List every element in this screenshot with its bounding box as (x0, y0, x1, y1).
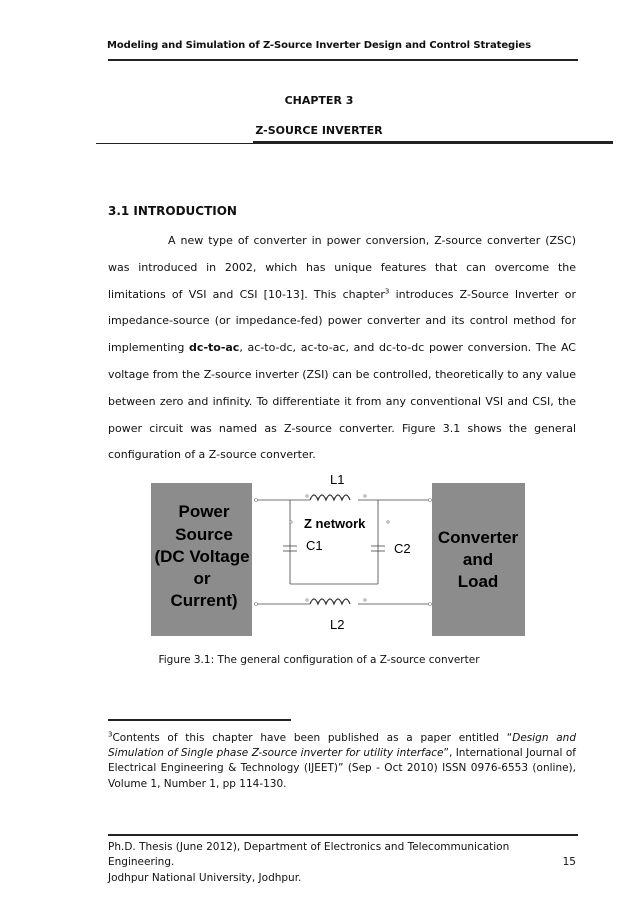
footer-rule (108, 834, 578, 836)
power-source-line-4: or (193, 569, 211, 588)
intro-text-2: introduces Z-Source Inverter or impedance-source (or impedance-fed) power converter and its control method for implementing (108, 287, 576, 355)
power-source-line-2: Source (175, 525, 233, 544)
converter-line-3: Load (457, 572, 499, 591)
running-header: Modeling and Simulation of Z-Source Inverter Design and Control Strategies (107, 40, 531, 51)
footnote-rule (108, 719, 291, 721)
footer-line-2: Jodhpur National University, Jodhpur. (108, 871, 302, 884)
chapter-number: CHAPTER 3 (284, 94, 354, 107)
footnote-mark: 3 (108, 730, 113, 739)
intro-bold-term: dc-to-ac (189, 341, 240, 355)
z-source-figure (140, 466, 519, 648)
power-source-line-3: (DC Voltage (154, 547, 250, 566)
power-source-line-1: Power (178, 502, 230, 521)
header-rule (108, 59, 578, 61)
footnote-text-2: ”, International Journal of Electrical Engineering & Technology (IJEET)” (Sep - Oct 2010) ISSN 0976-6553 (online), Volume 1, Number 1, pp 114-130. (108, 747, 576, 790)
label-l1: L1 (330, 472, 345, 487)
power-source-line-5: Current) (170, 591, 238, 610)
inductor-l1 (310, 495, 350, 500)
page-number: 15 (562, 856, 576, 869)
chapter-rule-right (253, 141, 613, 144)
label-c2: C2 (394, 541, 411, 556)
converter-line-2: and (462, 550, 494, 569)
page-footer (108, 840, 576, 886)
figure-caption: Figure 3.1: The general configuration of a Z-source converter (158, 654, 480, 666)
footnote-text-1: Contents of this chapter have been published as a paper entitled “ (112, 732, 513, 744)
inductor-l2 (310, 599, 350, 604)
footnote (108, 731, 576, 792)
intro-paragraph (108, 228, 576, 469)
intro-text-1: A new type of converter in power conversion, Z-source converter (ZSC) was introduced in 2002, which has unique features that can overcome the limitations of VSI and CSI [10-13]. This chapter (108, 234, 576, 301)
footer-line-1: Ph.D. Thesis (June 2012), Department of Electronics and Telecommunication Engineering. (108, 841, 510, 869)
label-z-network: Z network (304, 516, 366, 531)
converter-line-1: Converter (437, 528, 519, 547)
intro-text-3: , ac-to-dc, ac-to-ac, and dc-to-dc power conversion. The AC voltage from the Z-source inverter (ZSI) can be controlled, theoretically to any value between zero and infinity. To differentiate it from any conventional VSI and CSI, the power circuit was named as Z-source converter. Figure 3.1 shows the general configuration of a Z-source converter. (108, 341, 576, 462)
label-c1: C1 (306, 538, 323, 553)
section-heading: 3.1 INTRODUCTION (108, 204, 237, 218)
footnote-paper-title: Design and Simulation of Single phase Z-source inverter for utility interface (108, 732, 576, 760)
chapter-rule-left (96, 143, 253, 144)
footnote-ref: 3 (384, 286, 390, 295)
label-l2: L2 (330, 617, 345, 632)
chapter-title: Z-SOURCE INVERTER (255, 124, 383, 137)
